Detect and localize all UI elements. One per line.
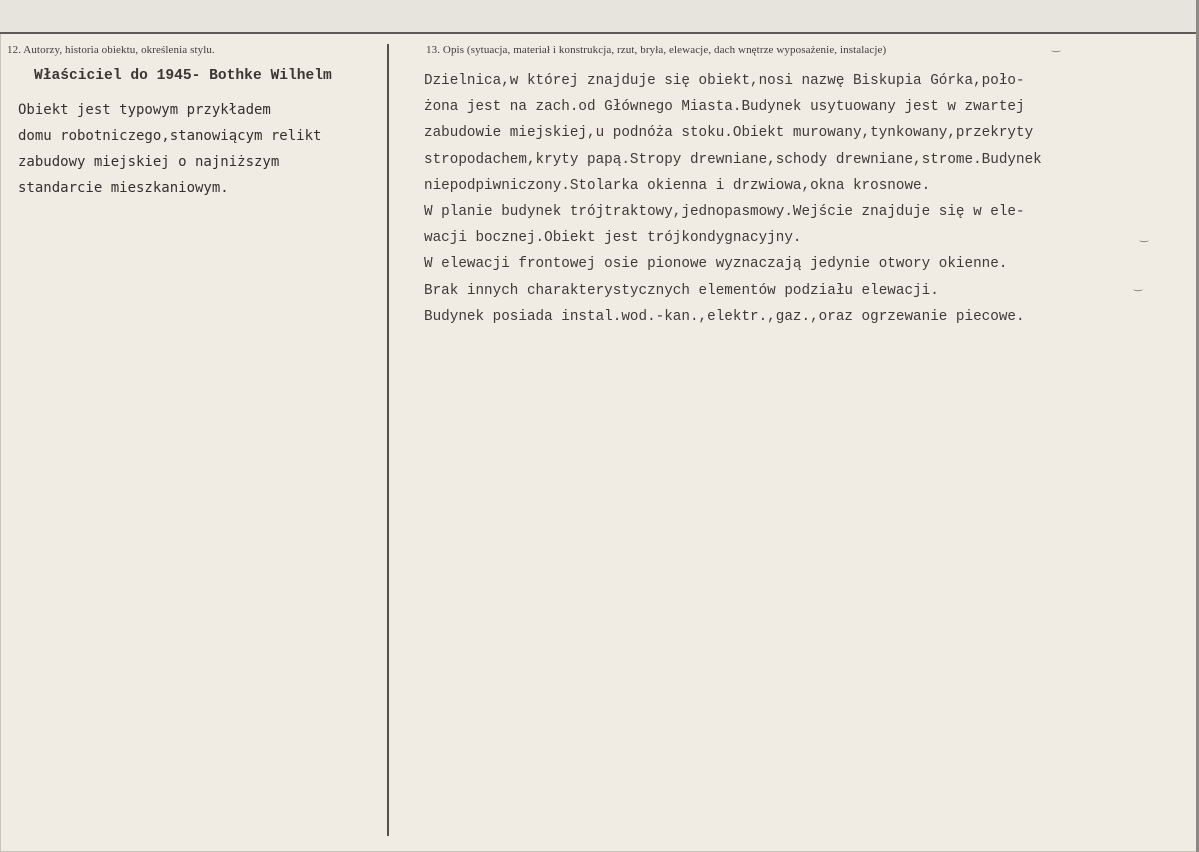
description-line: żona jest na zach.od Głównego Miasta.Budynek usytuowany jest w zwartej: [424, 99, 1025, 116]
description-text: [424, 68, 1174, 330]
card-top-band: [0, 0, 1199, 32]
card-top-rule: [0, 32, 1199, 34]
owner-line: Właściciel do 1945- Bothke Wilhelm: [34, 68, 332, 84]
history-line: Obiekt jest typowym przykładem: [18, 102, 271, 118]
description-section-heading: 13. Opis (sytuacja, materiał i konstrukcja, rzut, bryła, elewacje, dach wnętrze wyposażenie, instalacje): [426, 44, 887, 56]
pencil-mark: ‿: [1052, 42, 1061, 53]
description-line: W planie budynek trójtraktowy,jednopasmowy.Wejście znajduje się w ele-: [424, 204, 1025, 221]
description-line: Dzielnica,w której znajduje się obiekt,nosi nazwę Biskupia Górka,poło-: [424, 73, 1025, 89]
history-line: standarcie mieszkaniowym.: [18, 180, 229, 196]
history-line: zabudowy miejskiej o najniższym: [18, 154, 280, 170]
pencil-mark: ‿: [1140, 232, 1149, 243]
column-divider: [387, 44, 389, 836]
pencil-mark: ‿: [1134, 281, 1143, 292]
history-section-heading: 12. Autorzy, historia obiektu, określenia stylu.: [7, 44, 215, 56]
description-line: stropodachem,kryty papą.Stropy drewniane,schody drewniane,strome.Budynek: [424, 151, 1042, 168]
description-line: niepodpiwniczony.Stolarka okienna i drzwiowa,okna krosnowe.: [424, 177, 931, 194]
description-line: zabudowie miejskiej,u podnóża stoku.Obiekt murowany,tynkowany,przekryty: [424, 125, 1034, 142]
history-line: domu robotniczego,stanowiącym relikt: [18, 128, 322, 144]
description-line: wacji bocznej.Obiekt jest trójkondygnacyjny.: [424, 230, 802, 247]
description-line: W elewacji frontowej osie pionowe wyznaczają jedynie otwory okienne.: [424, 256, 1008, 273]
description-line: Budynek posiada instal.wod.-kan.,elektr.,gaz.,oraz ogrzewanie piecowe.: [424, 308, 1025, 325]
description-line: Brak innych charakterystycznych elementów podziału elewacji.: [424, 282, 939, 299]
history-text: [18, 97, 383, 201]
